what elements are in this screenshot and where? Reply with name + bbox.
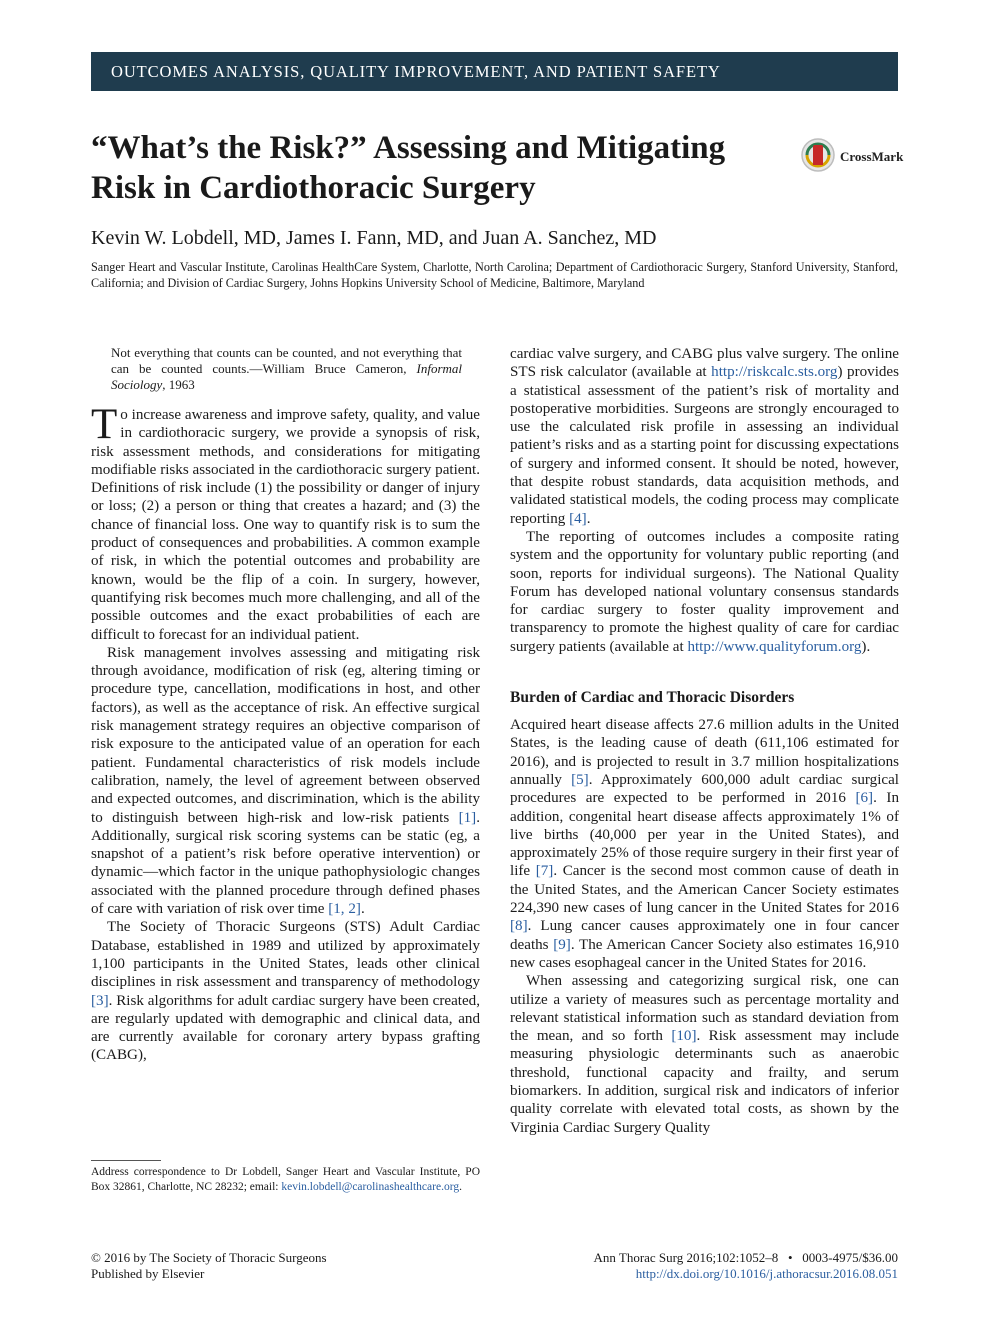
- paragraph-text: Acquired heart disease affects 27.6 million adults in the United States, is the leading cause of death (611,106 estimated for 2016), and is projected to result in 3.7 million hospitalizations annually: [510, 717, 899, 788]
- epigraph-year: , 1963: [162, 377, 195, 392]
- affiliations: Sanger Heart and Vascular Institute, Carolinas HealthCare System, Charlotte, North Carolina; Department of Cardiothoracic Surgery, Stanford University, Stanford, California; and Division of Cardiac Surgery, Johns Hopkins University School of Medicine, Baltimore, Maryland: [91, 260, 898, 290]
- footnote-divider: [91, 1160, 161, 1161]
- reference-link[interactable]: [3]: [91, 992, 109, 1009]
- reference-link[interactable]: [6]: [855, 790, 874, 807]
- reference-link[interactable]: [4]: [569, 510, 587, 527]
- reference-link[interactable]: [1, 2]: [328, 901, 361, 918]
- paragraph-text: The reporting of outcomes includes a composite rating system and the opportunity for voluntary public reporting (and soon, reports for individual surgeons). The National Quality Forum has developed national voluntary consensus standards for cardiac surgery to foster quality improvement and transparency to promote the highest quality of care for cardiac surgery patients (available at: [510, 528, 899, 655]
- epigraph-quote: Not everything that counts can be counted, and not everything that can be counted counts.—William Bruce Cameron,: [111, 345, 462, 376]
- paragraph-text: .: [360, 901, 365, 918]
- section-label: OUTCOMES ANALYSIS, QUALITY IMPROVEMENT, AND PATIENT SAFETY: [111, 61, 721, 81]
- qualityforum-link[interactable]: http://www.qualityforum.org: [687, 638, 862, 655]
- risk-assessment-paragraph: [510, 972, 899, 1137]
- burden-paragraph: [510, 716, 899, 972]
- paragraph-text: . Risk algorithms for adult cardiac surgery have been created, are regularly updated with demographic and clinical data, and are currently available for coronary artery bypass grafting (CABG),: [91, 992, 480, 1064]
- epigraph-source: Informal Sociology: [111, 361, 462, 392]
- reporting-paragraph: [510, 528, 899, 656]
- copyright-line: © 2016 by The Society of Thoracic Surgeons: [91, 1250, 327, 1265]
- left-column: [91, 345, 480, 1065]
- bullet-separator: •: [787, 1250, 793, 1265]
- email-link[interactable]: kevin.lobdell@carolinashealthcare.org: [281, 1181, 460, 1193]
- crossmark-icon: [800, 137, 836, 178]
- article-title: “What’s the Risk?” Assessing and Mitigating Risk in Cardiothoracic Surgery: [91, 130, 726, 206]
- issn: 0003-4975/$36.00: [802, 1250, 898, 1265]
- doi-link[interactable]: http://dx.doi.org/10.1016/j.athoracsur.2016.08.051: [635, 1266, 898, 1281]
- paragraph-text: Risk management involves assessing and mitigating risk through avoidance, modification of risk (eg, altering timing or procedure type, cancellation, modifications in host, and other factors), as well as the acceptance of risk. An effective surgical risk management strategy requires an objective comparison of risk exposure to the anticipated value of an operation for each patient. Fundamental characteristics of risk models include calibration, namely, the level of agreement between observed and expected outcomes, and discrimination, which is the ability to distinguish between high-risk and low-risk patients: [91, 644, 480, 826]
- author-list: Kevin W. Lobdell, MD, James I. Fann, MD, and Juan A. Sanchez, MD: [91, 227, 657, 249]
- reference-link[interactable]: [10]: [671, 1028, 697, 1045]
- risk-calculator-paragraph: [510, 345, 899, 528]
- reference-link[interactable]: [5]: [571, 771, 589, 788]
- correspondence-text: Address correspondence to Dr Lobdell, Sanger Heart and Vascular Institute, PO Box 32861, Charlotte, NC 28232; email:: [91, 1166, 480, 1193]
- footer-right: [593, 1250, 898, 1282]
- correspondence-note: [91, 1165, 480, 1195]
- intro-paragraph: To increase awareness and improve safety, quality, and value in cardiothoracic surgery, we provide a synopsis of risk, risk assessment methods, and considerations for mitigating modifiable risks associated in the cardiothoracic surgery patient. Definitions of risk include (1) the possibility or danger of injury or loss; (2) a person or thing that creates a hazard; and (3) the chance of financial loss. One way to quantify risk is to sum the product of consequences and probabilities. A common example of risk, in which the potential outcomes and probability are known, would be the flip of a coin. In surgery, however, quantifying risk becomes much more challenging, and all of the possible outcomes and the exact probabilities of each are difficult to forecast for an individual patient.: [91, 401, 480, 643]
- reference-link[interactable]: [7]: [535, 863, 554, 880]
- paragraph-text: ) provides a statistical assessment of the patient’s risk of mortality and postoperative morbidities. Surgeons are strongly encouraged to use the calculated risk profile in assessing an individual patient’s risks and as a starting point for discussing expectations of surgery and informed consent. It should be noted, however, that despite robust standards, data acquisition methods, and validated statistical models, the coding process may complicate reporting: [510, 364, 900, 527]
- footer-left: [91, 1250, 327, 1282]
- publisher-line: Published by Elsevier: [91, 1266, 205, 1281]
- correspondence-end: .: [459, 1181, 462, 1193]
- paragraph-text: . Approximately 600,000 adult cardiac surgical procedures are expected to be performed in 2016: [510, 771, 899, 807]
- section-heading: Burden of Cardiac and Thoracic Disorders: [510, 689, 795, 707]
- paragraph-text: . In addition, congenital heart disease affects approximately 1% of live births (40,000 per year in the United States), and approximately 25% of those require surgery in their first year of life: [510, 790, 899, 880]
- crossmark-badge[interactable]: [800, 138, 903, 176]
- sts-database-paragraph: [91, 918, 480, 1064]
- paragraph-text: . The American Cancer Society also estimates 16,910 new cases esophageal cancer in the United States for 2016.: [510, 936, 899, 971]
- epigraph: [111, 345, 462, 393]
- crossmark-label: CrossMark: [840, 149, 904, 164]
- citation: Ann Thorac Surg 2016;102:1052–8: [593, 1250, 779, 1265]
- reference-link[interactable]: [1]: [458, 809, 477, 826]
- risk-management-paragraph: [91, 644, 480, 918]
- paragraph-text: . Cancer is the second most common cause of death in the United States, and the American Cancer Society estimates 224,390 new cases of lung cancer in the United States for 2016: [510, 863, 899, 917]
- right-column: [510, 345, 899, 1137]
- paragraph-text: . Risk assessment may include measuring physiologic determinants such as anaerobic threshold, functional capacity and frailty, and serum biomarkers. In addition, surgical risk and indicators of inferior quality correlate with elevated total costs, as shown by the Virginia Cardiac Surgery Quality: [510, 1028, 899, 1136]
- reference-link[interactable]: [9]: [553, 936, 571, 953]
- paragraph-text: The Society of Thoracic Surgeons (STS) Adult Cardiac Database, established in 1989 and utilized by approximately 1,100 participants in the United States, leads other clinical disciplines in risk assessment and transparency of methodology: [91, 919, 480, 991]
- paragraph-text: ).: [861, 638, 871, 655]
- paragraph-text: . Lung cancer causes approximately one in four cancer deaths: [510, 918, 899, 953]
- paragraph-text: When assessing and categorizing surgical risk, one can utilize a variety of measures such as percentage mortality and relevant statistical information such as standard deviation from the mean, and so forth: [510, 973, 899, 1045]
- riskcalc-link[interactable]: http://riskcalc.sts.org: [711, 364, 838, 381]
- paragraph-text: .: [586, 510, 591, 527]
- paragraph-text: cardiac valve surgery, and CABG plus valve surgery. The online STS risk calculator (available at: [510, 346, 899, 381]
- paragraph-text: . Additionally, surgical risk scoring systems can be static (eg, a snapshot of a patient’s risk before operative intervention) or dynamic—which factor in the unique pathophysiologic changes associated with the planned procedure through defined phases of care with variation of risk over time: [91, 809, 480, 918]
- section-banner: [91, 52, 898, 91]
- citation-line: [593, 1250, 898, 1266]
- reference-link[interactable]: [8]: [510, 918, 528, 935]
